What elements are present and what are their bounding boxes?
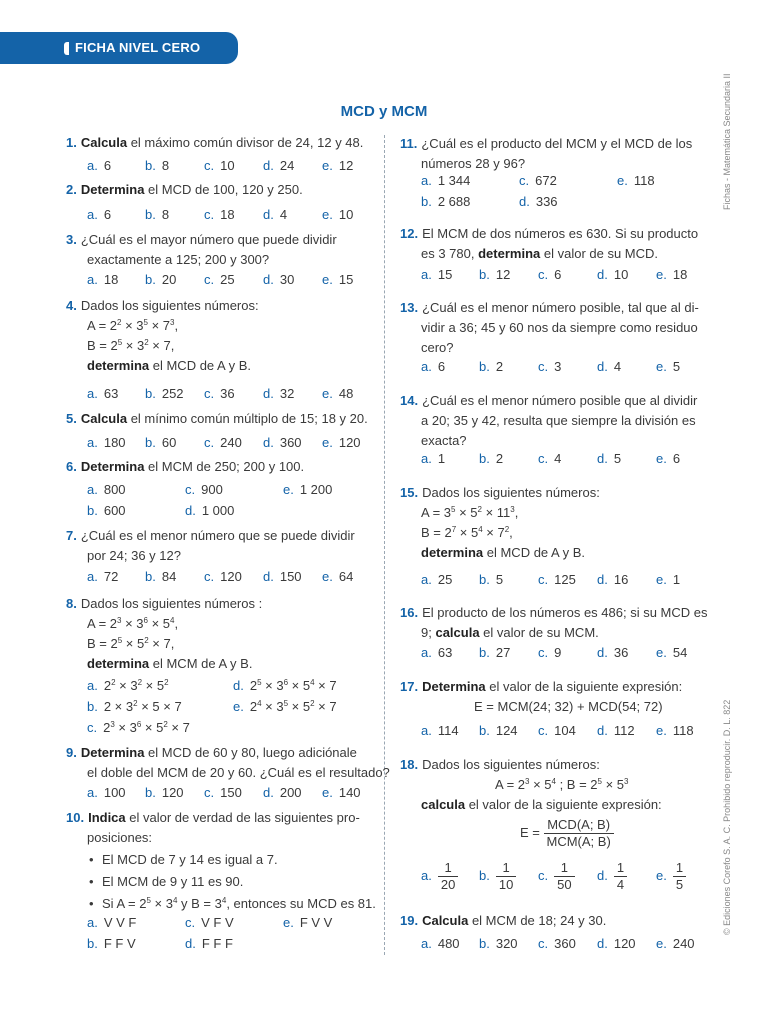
option-d[interactable]: d. 30 [263,272,295,287]
option-a[interactable]: a. 25 [421,572,453,587]
question-18: 18. Dados los siguientes números: $A = 2^3 \times 5^4$ ; $B = 2^5 \times 5^3$ calcula el valor de la siguiente expresión: E = $\frac{\text{MCD(A; B)}}{\text{MCM(A; B)}}$ [400,757,662,849]
option-e[interactable]: e. 48 [322,386,354,401]
keyword: Calcula [422,913,469,928]
option-c[interactable]: c. 6 [538,267,562,282]
proposition-2: • El MCM de 9 y 11 es 90. [87,872,376,892]
keyword: Calcula [80,135,128,150]
question-text: ¿Cuál es el producto del MCM y el MCD de los [421,136,693,151]
question-15: 15. Dados los siguientes números: $A = 3^5 \times 5^2 \times 11^3$, $B = 2^7 \times 5^4 \times 7^2$, determina el MCD de A y B. [400,485,600,560]
option-c[interactable]: c. 3 [538,359,562,374]
side-note-top: Fichas - Matemática Secundaria II [722,73,732,210]
option-a[interactable]: a. 63 [87,386,119,401]
option-c[interactable]: c. V F V [185,915,234,930]
keyword: Determina [422,679,486,694]
option-d[interactable]: d. 360 [263,435,302,450]
question-text: ¿Cuál es el mayor número que puede dividir [80,232,337,247]
option-a[interactable]: a. 6 [87,207,112,222]
question-14: 14. ¿Cuál es el menor número posible que al dividir a 20; 35 y 42, resulta que siempre la división es exacta? [400,391,697,451]
keyword: determina [421,545,484,560]
option-c[interactable]: c. 150 [204,785,242,800]
option-b[interactable]: b. 120 [145,785,184,800]
option-a[interactable]: a. 1 [421,451,446,466]
question-13: 13. ¿Cuál es el menor número posible, tal que al di- vidir a 36; 45 y 60 nos da siempre como residuo cero? [400,298,699,358]
option-b[interactable]: b. 2 [479,359,504,374]
formula-a: $A = 3^5 \times 5^2 \times 11^3$, [421,505,519,520]
question-text: Dados los siguientes números: [422,757,600,772]
formula-a: $A = 2^3 \times 3^6 \times 5^4$, [87,616,179,631]
question-text: ¿Cuál es el menor número que se puede dividir [80,528,355,543]
option-b[interactable]: b. F F V [87,936,136,951]
option-a[interactable]: a. $2^2 \times 3^2 \times 5^2$ [87,678,169,693]
question-text: Dados los siguientes números: [422,485,600,500]
question-text: el MCD de 100, 120 y 250. [144,182,303,197]
side-note-bottom: © Ediciones Corefo S. A. C. Prohibido reproducir. D. L. 822 [722,699,732,935]
question-text: el MCD de 60 y 80, luego adiciónale [144,745,357,760]
option-c[interactable]: c. 900 [185,482,223,497]
banner-label: FICHA NIVEL CERO [75,40,201,55]
option-a[interactable]: a. 114 [421,723,459,738]
question-text: vidir a 36; 45 y 60 nos da siempre como residuo [421,320,698,335]
question-17: 17. Determina el valor de la siguiente expresión: E = MCM(24; 32) + MCD(54; 72) [400,677,682,717]
option-c[interactable]: c. 4 [538,451,562,466]
option-d[interactable]: d. 336 [519,194,558,209]
option-c[interactable]: c. 36 [204,386,235,401]
option-e[interactable]: e. 5 [656,359,681,374]
question-4: 4. Dados los siguientes números: $A = 2^2 \times 3^5 \times 7^3$, $B = 2^5 \times 3^2 \times 7$, determina el MCD de A y B. [66,298,259,373]
question-number: 1. [66,135,77,150]
question-9: 9. Determina el MCD de 60 y 80, luego adiciónale el doble del MCM de 20 y 60. ¿Cuál es el resultado? [66,743,390,783]
option-e[interactable]: e. 15 [322,272,354,287]
keyword: calcula [421,797,466,812]
question-11: 11. ¿Cuál es el producto del MCM y el MCD de los números 28 y 96? [400,134,692,174]
option-b[interactable]: b. 5 [479,572,504,587]
option-a[interactable]: a. 6 [87,158,112,173]
keyword: Determina [80,459,145,474]
option-a[interactable]: a. 480 [421,936,460,951]
question-text: a 20; 35 y 42, resulta que siempre la división es [421,413,696,428]
option-b[interactable]: b. 84 [145,569,177,584]
option-d[interactable]: d. 32 [263,386,295,401]
fraction-expression: E = $\frac{\text{MCD(A; B)}}{\text{MCM(A; B)}}$ [400,817,662,850]
question-number: 2. [66,182,77,197]
option-d[interactable]: d. F F F [185,936,233,951]
option-b[interactable]: b. $2 \times 3^2 \times 5 \times 7$ [87,699,182,714]
option-e[interactable]: e. 118 [656,723,694,738]
question-7: 7. ¿Cuál es el menor número que se puede dividir por 24; 36 y 12? [66,526,355,566]
option-c[interactable]: c. 9 [538,645,562,660]
option-b[interactable]: b. $\frac{1}{10}$ [479,860,516,893]
question-12: 12. El MCM de dos números es 630. Si su producto es 3 780, determina el valor de su MCD. [400,226,699,261]
option-c[interactable]: c. 120 [204,569,242,584]
question-text: el MCD de A y B. [149,358,252,373]
banner-flag-icon [64,42,69,55]
option-d[interactable]: d. $\frac{1}{4}$ [597,860,627,893]
option-c[interactable]: c. 18 [204,207,235,222]
question-text: el máximo común divisor de 24, 12 y 48. [127,135,364,150]
option-d[interactable]: d. 24 [263,158,295,173]
option-b[interactable]: b. 2 [479,451,504,466]
proposition-3: • Si $A = 2^5 \times 3^4$ y $B = 3^4$, entonces su MCD es 81. [87,894,376,914]
option-e[interactable]: e. $2^4 \times 3^5 \times 5^2 \times 7$ [233,699,337,714]
option-c[interactable]: c. 10 [204,158,235,173]
question-text: exactamente a 125; 200 y 300? [87,252,270,267]
question-text: Dados los siguientes números : [80,596,263,611]
option-d[interactable]: d. 16 [597,572,629,587]
keyword: Calcula [80,411,128,426]
option-e[interactable]: e. 6 [656,451,681,466]
question-19: 19. Calcula el MCM de 18; 24 y 30. [400,913,607,928]
option-d[interactable]: d. 200 [263,785,302,800]
question-text: El MCM de dos números es 630. Si su producto [422,226,699,241]
question-text: Dados los siguientes números: [80,298,259,313]
option-e[interactable]: e. 12 [322,158,354,173]
option-e[interactable]: e. 54 [656,645,688,660]
option-c[interactable]: c. 672 [519,173,557,188]
question-2 [66,180,303,200]
page-title: MCD y MCM [340,103,428,120]
option-d[interactable]: d. 120 [597,936,636,951]
option-c[interactable]: c. 104 [538,723,576,738]
option-c[interactable]: c. 125 [538,572,576,587]
option-b[interactable]: b. 252 [145,386,184,401]
option-d[interactable]: d. 150 [263,569,302,584]
proposition-1: • El MCD de 7 y 14 es igual a 7. [87,850,376,870]
question-text: cero? [421,340,454,355]
option-a[interactable]: a. 6 [421,359,446,374]
question-3: 3. ¿Cuál es el mayor número que puede dividir exactamente a 125; 200 y 300? [66,230,337,270]
option-c[interactable]: c. 25 [204,272,235,287]
formula-b: $B = 2^5 \times 3^2 \times 7$, [87,338,175,353]
option-c[interactable]: c. $\frac{1}{50}$ [538,860,575,893]
keyword: determina [87,656,150,671]
option-a[interactable]: a. 180 [87,435,126,450]
formula-b: $B = 2^5 \times 5^2 \times 7$, [87,636,175,651]
option-e[interactable]: e. $\frac{1}{5}$ [656,860,686,893]
question-1 [66,133,363,153]
option-e[interactable]: e. 1 [656,572,681,587]
option-c[interactable]: c. 240 [204,435,242,450]
keyword: determina [478,246,541,261]
question-text: el MCM de 250; 200 y 100. [144,459,305,474]
option-e[interactable]: e. 240 [656,936,695,951]
question-text: posiciones: [87,830,153,845]
keyword: Determina [80,182,145,197]
option-d[interactable]: d. 112 [597,723,635,738]
question-text: exacta? [421,433,467,448]
option-e[interactable]: e. F V V [283,915,333,930]
option-a[interactable]: a. 63 [421,645,453,660]
keyword: Indica [88,810,126,825]
header-banner [0,32,238,64]
option-b[interactable]: b. 60 [145,435,177,450]
option-b[interactable]: b. 2 688 [421,194,471,209]
question-10: 10. Indica el valor de verdad de las siguientes pro- posiciones: • El MCD de 7 y 14 es igual a 7. • El MCM de 9 y 11 es 90. • Si $A = 2^5 \times 3^4$ y $B = 3^4$, entonces su MCD es 81. [66,808,376,914]
question-text: números 28 y 96? [421,156,526,171]
option-b[interactable]: b. 27 [479,645,511,660]
expression: E = MCM(24; 32) + MCD(54; 72) [474,699,663,714]
question-text: El producto de los números es 486; si su MCD es [422,605,708,620]
question-8: 8. Dados los siguientes números : $A = 2^3 \times 3^6 \times 5^4$, $B = 2^5 \times 5^2 \times 7$, determina el MCM de A y B. [66,596,263,671]
question-16: 16. El producto de los números es 486; si su MCD es 9; calcula el valor de su MCM. [400,605,708,640]
option-e[interactable]: e. 140 [322,785,361,800]
question-6: 6. Determina el MCM de 250; 200 y 100. [66,459,305,474]
option-d[interactable]: d. 1 000 [185,503,235,518]
option-b[interactable]: b. 20 [145,272,177,287]
question-text: el valor de verdad de las siguientes pro- [125,810,360,825]
option-a[interactable]: a. 800 [87,482,126,497]
formula-a: $A = 2^2 \times 3^5 \times 7^3$, [87,318,179,333]
option-b[interactable]: b. 12 [479,267,511,282]
option-b[interactable]: b. 600 [87,503,126,518]
option-e[interactable]: e. 120 [322,435,361,450]
option-a[interactable]: a. 18 [87,272,119,287]
formula-b: $B = 2^7 \times 5^4 \times 7^2$, [421,525,513,540]
question-text: el MCM de A y B. [149,656,253,671]
question-text: ¿Cuál es el menor número posible que al dividir [422,393,698,408]
question-text: el doble del MCM de 20 y 60. ¿Cuál es el resultado? [87,765,390,780]
option-e[interactable]: e. 10 [322,207,354,222]
column-divider [384,135,385,955]
keyword: determina [87,358,150,373]
question-5: 5. Calcula el mínimo común múltiplo de 15; 18 y 20. [66,411,368,426]
option-d[interactable]: d. 4 [263,207,288,222]
question-text: el mínimo común múltiplo de 15; 18 y 20. [127,411,368,426]
option-d[interactable]: d. $2^5 \times 3^6 \times 5^4 \times 7$ [233,678,337,693]
option-c[interactable]: c. 360 [538,936,576,951]
option-a[interactable]: a. 72 [87,569,119,584]
option-a[interactable]: a. $\frac{1}{20}$ [421,860,458,893]
question-text: por 24; 36 y 12? [87,548,181,563]
question-text: ¿Cuál es el menor número posible, tal que al di- [422,300,699,315]
option-a[interactable]: a. 15 [421,267,453,282]
option-e[interactable]: e. 1 200 [283,482,333,497]
option-d[interactable]: d. 5 [597,451,622,466]
option-a[interactable]: a. 1 344 [421,173,471,188]
formula-ab: $A = 2^3 \times 5^4$ ; $B = 2^5 \times 5^3$ [495,777,629,792]
option-b[interactable]: b. 124 [479,723,518,738]
option-d[interactable]: d. 10 [597,267,629,282]
keyword: Determina [80,745,145,760]
option-d[interactable]: d. 4 [597,359,622,374]
option-e[interactable]: e. 118 [617,173,655,188]
option-b[interactable]: b. 8 [145,207,170,222]
option-a[interactable]: a. 100 [87,785,126,800]
option-c[interactable]: c. $2^3 \times 3^6 \times 5^2 \times 7$ [87,720,190,735]
option-e[interactable]: e. 64 [322,569,354,584]
keyword: calcula [435,625,480,640]
option-b[interactable]: b. 8 [145,158,170,173]
option-d[interactable]: d. 36 [597,645,629,660]
option-b[interactable]: b. 320 [479,936,518,951]
option-a[interactable]: a. V V F [87,915,137,930]
option-e[interactable]: e. 18 [656,267,688,282]
